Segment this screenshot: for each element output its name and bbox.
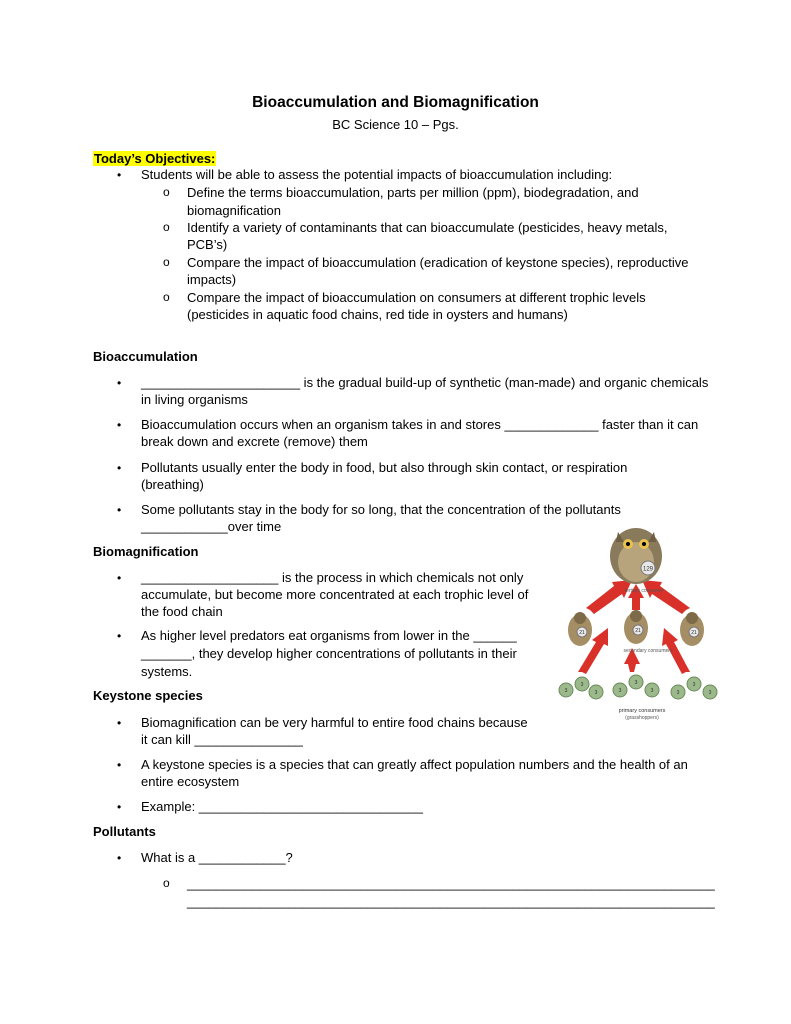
- bullet-icon: •: [117, 503, 122, 517]
- document-title: Bioaccumulation and Biomagnification: [252, 94, 539, 111]
- bullet-icon: •: [117, 716, 122, 730]
- keystone-bullet-1-line2: it can kill _______________: [141, 732, 303, 747]
- bioaccumulation-bullet-3-line1: Pollutants usually enter the body in food, but also through skin contact, or respiration: [141, 460, 628, 475]
- bullet-icon: •: [117, 800, 122, 814]
- objectives-heading: Today’s Objectives:: [94, 151, 216, 166]
- section-heading-biomagnification: Biomagnification: [93, 544, 199, 559]
- objective-item-4-line1: Compare the impact of bioaccumulation on consumers at different trophic levels: [187, 290, 646, 305]
- objective-item-1-line1: Define the terms bioaccumulation, parts per million (ppm), biodegradation, and: [187, 185, 639, 200]
- circle-bullet-icon: o: [163, 185, 170, 199]
- fill-in-blank[interactable]: _____________: [504, 417, 599, 432]
- circle-bullet-icon: o: [163, 876, 170, 890]
- svg-text:3: 3: [634, 680, 638, 686]
- bullet-icon: •: [117, 851, 122, 865]
- grasshopper-icon: [687, 677, 701, 691]
- grasshopper-icon: [613, 683, 627, 697]
- bioaccumulation-bullet-3-line2: (breathing): [141, 477, 204, 492]
- bullet-icon: •: [117, 376, 122, 390]
- keystone-bullet-2-line1: A keystone species is a species that can greatly affect population numbers and the health of an: [141, 757, 688, 772]
- bioaccumulation-bullet-1-line2: in living organisms: [141, 392, 248, 407]
- pollutants-bullet-1: What is a ____________?: [141, 850, 293, 865]
- section-heading-keystone-species: Keystone species: [93, 688, 203, 703]
- biomagnification-bullet-1-line2: accumulate, but become more concentrated at each trophic level of: [141, 587, 529, 602]
- objective-item-3-line1: Compare the impact of bioaccumulation (eradication of keystone species), reproductive: [187, 255, 689, 270]
- grasshopper-icon: [645, 683, 659, 697]
- bullet-icon: •: [117, 758, 122, 772]
- tertiary-label: tertiary consumer: [624, 588, 664, 594]
- biomagnification-bullet-1-line3: the food chain: [141, 604, 223, 619]
- circle-bullet-icon: o: [163, 220, 170, 234]
- grasshopper-icon: [575, 677, 589, 691]
- grasshopper-icon: [559, 683, 573, 697]
- svg-text:3: 3: [650, 688, 654, 694]
- secondary-label: secondary consumers: [623, 648, 673, 654]
- bullet-icon: •: [117, 629, 122, 643]
- section-heading-bioaccumulation: Bioaccumulation: [93, 349, 198, 364]
- bullet-icon: •: [117, 168, 122, 182]
- biomagnification-bullet-2-line3: systems.: [141, 664, 193, 679]
- bird-value: 21: [635, 628, 641, 634]
- fill-in-blank[interactable]: ____________: [141, 519, 228, 534]
- svg-text:3: 3: [580, 682, 584, 688]
- circle-bullet-icon: o: [163, 255, 170, 269]
- bullet-icon: •: [117, 461, 122, 475]
- grasshopper-icon: [589, 685, 603, 699]
- biomagnification-bullet-2-line2: _______, they develop higher concentrations of pollutants in their: [141, 646, 517, 661]
- bioaccumulation-bullet-4-line2: ____________over time: [141, 519, 282, 534]
- objective-item-2-line2: PCB’s): [187, 237, 228, 252]
- biomagnification-bullet-2-line1: As higher level predators eat organisms from lower in the ______: [141, 628, 517, 643]
- bioaccumulation-bullet-4-line1: Some pollutants stay in the body for so long, that the concentration of the pollutants: [141, 502, 621, 517]
- grasshopper-icon: [671, 685, 685, 699]
- bird-value: 21: [691, 630, 697, 636]
- svg-text:3: 3: [594, 690, 598, 696]
- svg-text:3: 3: [618, 688, 622, 694]
- owl-icon: [610, 528, 662, 584]
- bullet-icon: •: [117, 418, 122, 432]
- food-chain-figure: [556, 524, 726, 734]
- primary-sub-label: (grasshoppers): [625, 715, 659, 721]
- owl-value: 129: [642, 566, 654, 573]
- primary-label: primary consumers: [618, 708, 666, 714]
- answer-line-2[interactable]: _________________________________________________________________________: [187, 894, 715, 909]
- svg-text:3: 3: [692, 682, 696, 688]
- objective-item-3-line2: impacts): [187, 272, 237, 287]
- bioaccumulation-bullet-2-line2: break down and excrete (remove) them: [141, 434, 368, 449]
- svg-text:3: 3: [708, 690, 712, 696]
- document-subtitle: BC Science 10 – Pgs.: [332, 117, 459, 132]
- bioaccumulation-bullet-1-line1: ______________________ is the gradual build-up of synthetic (man-made) and organic chemicals: [141, 375, 709, 390]
- objectives-intro: Students will be able to assess the potential impacts of bioaccumulation including:: [141, 167, 613, 182]
- svg-text:3: 3: [564, 688, 568, 694]
- objective-item-1-line2: biomagnification: [187, 203, 281, 218]
- keystone-bullet-3: Example: _______________________________: [141, 799, 423, 814]
- grasshopper-icon: [703, 685, 717, 699]
- svg-text:3: 3: [676, 690, 680, 696]
- objective-item-2-line1: Identify a variety of contaminants that can bioaccumulate (pesticides, heavy metals,: [187, 220, 668, 235]
- fill-in-blank[interactable]: ___________________: [141, 570, 279, 585]
- biomagnification-bullet-1-line1: ___________________ is the process in which chemicals not only: [141, 570, 524, 585]
- bird-value: 21: [579, 630, 585, 636]
- objective-item-4-line2: (pesticides in aquatic food chains, red tide in oysters and humans): [187, 307, 568, 322]
- grasshopper-icon: [629, 675, 643, 689]
- keystone-bullet-2-line2: entire ecosystem: [141, 774, 240, 789]
- section-heading-pollutants: Pollutants: [93, 824, 156, 839]
- fill-in-blank[interactable]: ______________________: [141, 375, 301, 390]
- keystone-bullet-1-line1: Biomagnification can be very harmful to entire food chains because: [141, 715, 528, 730]
- circle-bullet-icon: o: [163, 290, 170, 304]
- bioaccumulation-bullet-2-line1: Bioaccumulation occurs when an organism takes in and stores _____________ faster than it can: [141, 417, 699, 432]
- bullet-icon: •: [117, 571, 122, 585]
- answer-line-1[interactable]: _________________________________________________________________________: [187, 876, 715, 891]
